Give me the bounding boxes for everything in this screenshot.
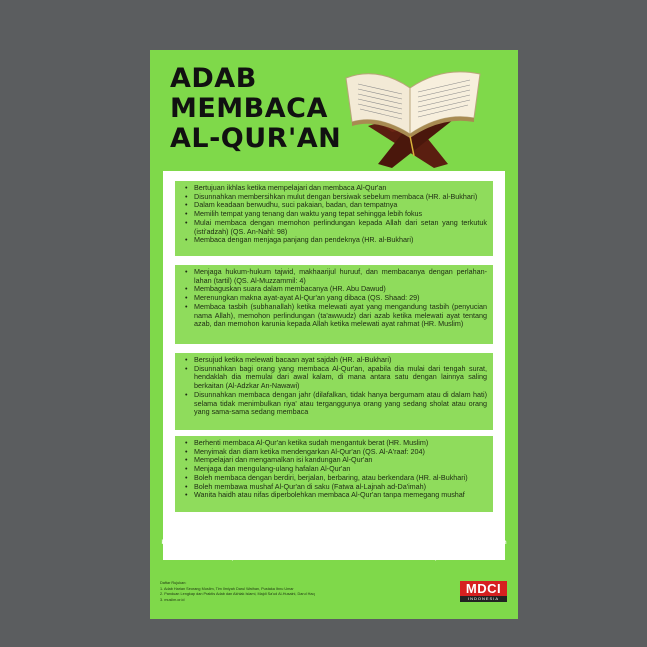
section-list [175,181,493,247]
reference-item: 3. muslim.or.id [160,597,185,602]
section-list [175,436,493,502]
list-item: • Memilih tempat yang tenang dan waktu yang tepat sehingga lebih fokus [194,210,487,219]
title-line: MEMBACA [170,93,328,124]
list-item: • Merenungkan makna ayat-ayat Al-Qur'an yang dibaca (QS. Shaad: 29) [194,294,487,303]
list-item: • Boleh membaca dengan berdiri, berjalan, berbaring, atau berkendara (HR. al-Bukhari) [194,474,487,483]
list-item: • Mempelajari dan mengamalkan isi kandungan Al-Qur'an [194,456,487,465]
list-item: • Menyimak dan diam ketika mendengarkan Al-Qur'an (QS. Al-A'raaf: 204) [194,448,487,457]
section-list [175,265,493,331]
poster-title [170,64,341,154]
list-item: • Membaca tasbih (subhanallah) ketika melewati ayat yang mengandung tasbih (penyucian nama Allah), memohon perlindungan (ta'awwudz) dari azab ketika melewati ayat tentang azab, dan memohon karunia kepada Allah ketika melewati ayat rahmat (HR. Muslim) [194,303,487,329]
list-item: • Dalam keadaan berwudhu, suci pakaian, badan, dan tempatnya [194,201,487,210]
list-item: • Wanita haidh atau nifas diperbolehkan membaca Al-Qur'an tanpa memegang mushaf [194,491,487,500]
adab-section-2 [175,265,493,344]
reference-item: 1. Adab Harian Seorang Muslim, Tim Ilmiyah Darul Wathan, Pustaka Ibnu Umar [160,587,294,592]
quran-on-stand-illustration [338,56,488,168]
poster [150,50,518,619]
adab-section-1 [175,181,493,256]
hadith-text: "Rasulullah shallallahu 'alaihi wasallam bersabda, "Siapa yang membaca satu huruf dari Al-Quran maka baginya satu kebaikan dengan bacaan tersebut, satu kebaikan dilipatkan menjadi 10 kebaikan semisalnya dan aku tidak mengatakan alif laam miim satu huruf akan tetapi Alif satu huruf, Laam satu huruf dan Miim satu huruf."" [161,531,507,554]
list-item: • Mulai membaca dengan memohon perlindungan kepada Allah dari setan yang terkutuk (isti'adzah) (QS. An-Nahl: 98) [194,219,487,236]
section-list [175,353,493,419]
list-item: • Membaguskan suara dalam membacanya (HR. Abu Dawud) [194,285,487,294]
hadith-source: (HR. Tirmidzi dan dishahihkan di dalam kitab Shahih Al Jami', no. 6469) [231,553,437,561]
list-item: • Disunnahkan membaca dengan jahr (dilafalkan, tidak hanya bergumam atau di dalam hati) selama tidak menimbulkan riya' atau terganggunya orang yang sedang sholat atau orang yang sama-sama sedang membaca [194,391,487,417]
list-item: • Menjaga hukum-hukum tajwid, makhaarijul huruuf, dan membacanya dengan perlahan-lahan (tartil) (QS. Al-Muzzammil: 4) [194,268,487,285]
adab-section-4 [175,436,493,512]
list-item: • Disunnahkan bagi orang yang membaca Al-Qur'an, apabila dia mulai dari tengah surat, hendaklah dia memulai dari awal kalam, di mana antara satu dengan lainnya saling berkaitan (Al-Adzkar An-Nawawi) [194,365,487,391]
title-line: AL-QUR'AN [170,123,342,154]
mdci-logo [460,581,507,602]
logo-name: MDCI [460,581,507,596]
list-item: • Berhenti membaca Al-Qur'an ketika sudah mengantuk berat (HR. Muslim) [194,439,487,448]
reference-item: 2. Panduan Lengkap dan Praktis Adab dan Akhlak Islami, Majdi Sa'ud Al-Husaini, Darul Haq [160,592,315,597]
hadith-narrator: Abdullah bin Mas'ud radhiyallahu 'anhu berkata, [264,524,404,531]
logo-subtitle: INDONESIA [460,596,507,602]
list-item: • Bertujuan ikhlas ketika mempelajari dan membaca Al-Qur'an [194,184,487,193]
list-item: • Menjaga dan mengulang-ulang hafalan Al-Qur'an [194,465,487,474]
list-item: • Disunnahkan membersihkan mulut dengan bersiwak sebelum membaca (HR. al-Bukhari) [194,193,487,202]
content-panel [163,171,505,560]
adab-section-3 [175,353,493,430]
title-line: ADAB [170,63,257,94]
references-title: Daftar Rujukan: [160,581,187,585]
list-item: • Bersujud ketika melewati bacaan ayat sajdah (HR. al-Bukhari) [194,356,487,365]
references [160,581,410,603]
hadith-quote [150,524,518,561]
list-item: • Boleh membawa mushaf Al-Qur'an di saku (Fatwa al-Lajnah ad-Da'imah) [194,483,487,492]
list-item: • Membaca dengan menjaga panjang dan pendeknya (HR. al-Bukhari) [194,236,487,245]
